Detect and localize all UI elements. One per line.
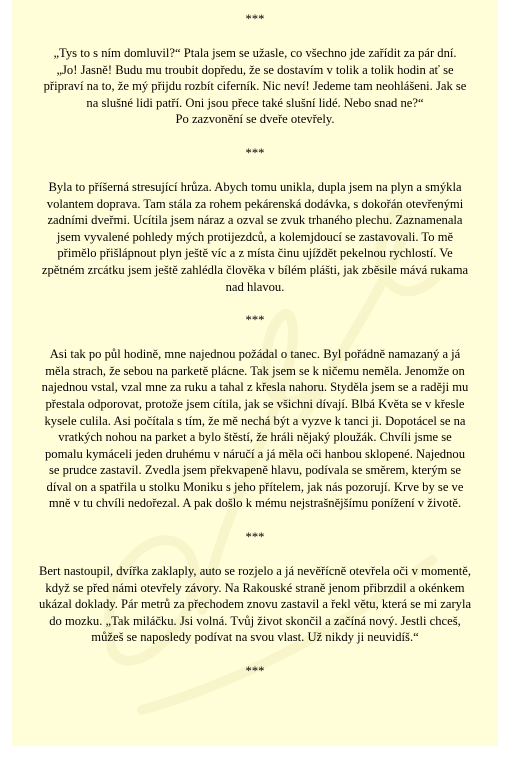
text-line: Bert nastoupil, dvířka zaklaply, auto se rozjelo a já nevěřícně otevřela oči v momentě,: [38, 564, 472, 579]
text-line: zadními dveřmi. Ucítila jsem náraz a ozval se zvuk trhaného plechu. Zaznamenala: [47, 213, 463, 228]
section-separator: ***: [245, 12, 265, 26]
text-line: pomalu kymáceli jeden druhému v náručí a já měla oči hanbou sklopené. Najednou: [44, 446, 465, 461]
paragraph: [22, 563, 488, 646]
text-line: Byla to příšerná stresující hrůza. Abych tomu unikla, dupla jsem na plyn a smýkla: [48, 179, 462, 194]
text-line: jsem vyvalené pohledy mých protijezdců, a kolemjdoucí se zastavovali. To mě: [56, 229, 454, 244]
text-line: na slušné lidi patří. Oni jsou přece také slušní lidé. Nebo snad ne?“: [86, 95, 424, 110]
text-line: mně v tu chvíli nedořezal. A pak došlo k mému nejstrašnějšímu ponížení v životě.: [48, 496, 462, 511]
text-line: přestala odporovat, protože jsem cítila, jak se všichni dívají. Blbá Květa se v křesle: [45, 396, 465, 411]
text-line: přimělo přišlápnout plyn ještě víc a z místa činu ujíždět pekelnou rychlostí. Ve: [57, 246, 453, 261]
text-line: se prudce zastavil. Zvedla jsem překvapeně hlavu, podívala se směrem, kterým se: [49, 463, 461, 478]
section-separator: ***: [245, 530, 265, 545]
closing-separator: ***: [245, 664, 265, 679]
text-line: najednou vstal, vzal mne za ruku a tahal z křesla nahoru. Styděla jsem se a raději mu: [41, 380, 469, 395]
text-line: „Tys to s ním domluvil?“ Ptala jsem se užasle, co všechno jde zařídit za pár dní.: [53, 46, 457, 60]
text-line: nad hlavou.: [225, 279, 285, 294]
section-separator: ***: [245, 145, 265, 160]
text-line: do mozku. „Tak miláčku. Jsi volná. Tvůj život skončil a začíná nový. Jestli chceš,: [49, 613, 461, 628]
text-line: měla strach, že sebou na parketě plácne. Tak jsem se k ničemu neměla. Jenomže on: [45, 363, 465, 378]
text-line: když se před námi otevřely závory. Na Rakouské straně jenom přibrzdil a okénkem: [45, 580, 465, 595]
text-line: „Jo! Jasně! Budu mu troubit dopředu, že se dostavím v tolik a tolik hodin ať se: [56, 62, 454, 77]
paragraph: [22, 179, 488, 295]
text-line: Asi tak po půl hodině, mne najednou požádal o tanec. Byl pořádně namazaný a já: [49, 347, 461, 362]
text-line: díval on a spatřila u stolku Moniku s jeho přítelem, jak nás pozorují. Krve by se ve: [46, 479, 464, 494]
text-line: Po zazvonění se dveře otevřely.: [175, 112, 335, 127]
paragraph: [22, 346, 488, 512]
document-page: [12, 0, 498, 746]
text-line: můžeš se naposledy podívat na svou vlast. Už nikdy ji neuvidíš.“: [91, 630, 419, 645]
text-line: ukázal doklady. Pár metrů za přechodem znovu zastavil a řekl větu, která se mi zaryla: [38, 597, 472, 612]
document-body: [12, 11, 498, 680]
text-line: kysele culila. Asi počítala s tím, že mě nechá být a vyzve k tanci ji. Dopotácel se na: [44, 413, 466, 428]
text-line: připraví na to, že mý přijdu rozbít ciferník. Nic neví! Jedeme tam neohlášeni. Jak se: [43, 79, 467, 94]
text-line: zpětném zrcátku jsem ještě zahlédla člověka v bílém plášti, jak zběsile mává rukama: [41, 262, 469, 277]
text-line: volantem doprava. Tam stála za rohem pekárenská dodávka, s dokořán otevřenými: [46, 196, 464, 211]
section-separator: ***: [245, 313, 265, 328]
text-line: vratkých nohou na parket a bylo štěstí, že hráli nějaký ploužák. Chvíli jsme se: [58, 430, 452, 445]
paragraph: [22, 45, 488, 128]
